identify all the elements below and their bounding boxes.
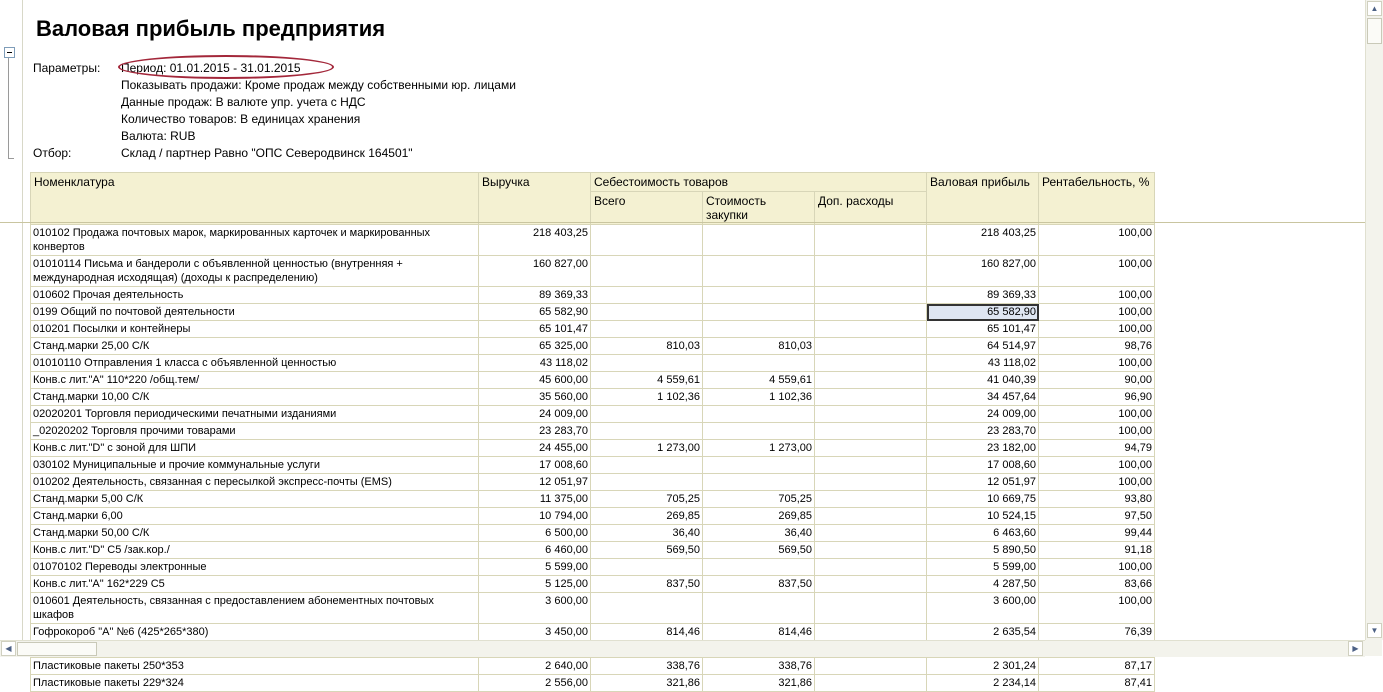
cell-profitability[interactable]: 87,17 bbox=[1039, 658, 1155, 675]
cell-cost-total[interactable] bbox=[591, 321, 703, 338]
table-row[interactable] bbox=[31, 355, 1155, 372]
cell-cost-total[interactable] bbox=[591, 474, 703, 491]
cell-nomenclature[interactable]: Станд.марки 6,00 bbox=[31, 508, 479, 525]
cell-gross-profit[interactable]: 6 463,60 bbox=[927, 525, 1039, 542]
table-row[interactable] bbox=[31, 225, 1155, 256]
cell-profitability[interactable]: 100,00 bbox=[1039, 355, 1155, 372]
cell-gross-profit[interactable]: 89 369,33 bbox=[927, 287, 1039, 304]
cell-cost-purchase[interactable]: 321,86 bbox=[703, 675, 815, 692]
cell-cost-purchase[interactable] bbox=[703, 474, 815, 491]
scrollbar-corner bbox=[1365, 640, 1382, 656]
cell-cost-purchase[interactable] bbox=[703, 256, 815, 287]
table-row[interactable] bbox=[31, 372, 1155, 389]
cell-cost-purchase[interactable] bbox=[703, 406, 815, 423]
table-row[interactable] bbox=[31, 338, 1155, 355]
cell-cost-extra[interactable] bbox=[815, 542, 927, 559]
table-row[interactable] bbox=[31, 675, 1155, 692]
cell-profitability[interactable]: 100,00 bbox=[1039, 593, 1155, 624]
cell-revenue[interactable]: 65 325,00 bbox=[479, 338, 591, 355]
table-row[interactable] bbox=[31, 287, 1155, 304]
cell-cost-total[interactable]: 705,25 bbox=[591, 491, 703, 508]
cell-gross-profit[interactable]: 2 635,54 bbox=[927, 624, 1039, 641]
cell-cost-extra[interactable] bbox=[815, 256, 927, 287]
cell-cost-extra[interactable] bbox=[815, 321, 927, 338]
cell-cost-extra[interactable] bbox=[815, 593, 927, 624]
cell-revenue[interactable]: 45 600,00 bbox=[479, 372, 591, 389]
cell-profitability[interactable]: 100,00 bbox=[1039, 256, 1155, 287]
cell-cost-total[interactable] bbox=[591, 423, 703, 440]
table-row[interactable] bbox=[31, 304, 1155, 321]
cell-cost-purchase[interactable]: 1 273,00 bbox=[703, 440, 815, 457]
cell-cost-total[interactable]: 814,46 bbox=[591, 624, 703, 641]
cell-cost-extra[interactable] bbox=[815, 287, 927, 304]
cell-gross-profit[interactable]: 17 008,60 bbox=[927, 457, 1039, 474]
cell-cost-extra[interactable] bbox=[815, 304, 927, 321]
col-header-cost-extra[interactable]: Доп. расходы bbox=[815, 192, 927, 225]
cell-cost-extra[interactable] bbox=[815, 508, 927, 525]
filter-value: Склад / партнер Равно "ОПС Северодвинск 164501" bbox=[121, 146, 413, 160]
cell-profitability[interactable]: 100,00 bbox=[1039, 423, 1155, 440]
cell-nomenclature[interactable]: Конв.с лит."D" с зоной для ШПИ bbox=[31, 440, 479, 457]
table-row[interactable] bbox=[31, 474, 1155, 491]
cell-revenue[interactable]: 5 125,00 bbox=[479, 576, 591, 593]
cell-profitability[interactable]: 93,80 bbox=[1039, 491, 1155, 508]
cell-cost-total[interactable] bbox=[591, 304, 703, 321]
cell-revenue[interactable]: 17 008,60 bbox=[479, 457, 591, 474]
cell-cost-extra[interactable] bbox=[815, 576, 927, 593]
table-row[interactable] bbox=[31, 440, 1155, 457]
cell-nomenclature[interactable]: 010602 Прочая деятельность bbox=[31, 287, 479, 304]
col-header-profitability[interactable]: Рентабельность, % bbox=[1039, 173, 1155, 225]
cell-gross-profit[interactable]: 160 827,00 bbox=[927, 256, 1039, 287]
cell-cost-purchase[interactable]: 1 102,36 bbox=[703, 389, 815, 406]
table-row[interactable] bbox=[31, 593, 1155, 624]
cell-revenue[interactable]: 24 009,00 bbox=[479, 406, 591, 423]
cell-revenue[interactable]: 6 500,00 bbox=[479, 525, 591, 542]
table-row[interactable] bbox=[31, 508, 1155, 525]
cell-cost-purchase[interactable]: 269,85 bbox=[703, 508, 815, 525]
cell-nomenclature[interactable]: 030102 Муниципальные и прочие коммунальные услуги bbox=[31, 457, 479, 474]
horizontal-scrollbar[interactable] bbox=[0, 640, 1365, 657]
cell-nomenclature[interactable]: Гофрокороб "А" №6 (425*265*380) bbox=[31, 624, 479, 641]
col-header-cost-group[interactable]: Себестоимость товаров bbox=[591, 173, 927, 192]
cell-revenue[interactable]: 43 118,02 bbox=[479, 355, 591, 372]
cell-gross-profit[interactable]: 2 301,24 bbox=[927, 658, 1039, 675]
cell-gross-profit[interactable]: 41 040,39 bbox=[927, 372, 1039, 389]
cell-profitability[interactable]: 100,00 bbox=[1039, 474, 1155, 491]
cell-revenue[interactable]: 2 640,00 bbox=[479, 658, 591, 675]
cell-gross-profit[interactable]: 10 669,75 bbox=[927, 491, 1039, 508]
cell-revenue[interactable]: 12 051,97 bbox=[479, 474, 591, 491]
table-row[interactable] bbox=[31, 321, 1155, 338]
table-row[interactable] bbox=[31, 457, 1155, 474]
cell-nomenclature[interactable]: Конв.с лит."А" 162*229 С5 bbox=[31, 576, 479, 593]
collapse-minus-icon[interactable] bbox=[4, 47, 15, 58]
param-sales-data: Данные продаж: В валюте упр. учета с НДС bbox=[121, 95, 366, 109]
freeze-divider bbox=[0, 222, 1365, 223]
cell-profitability[interactable]: 100,00 bbox=[1039, 406, 1155, 423]
arrow-up-icon[interactable]: ▲ bbox=[1367, 1, 1382, 16]
cell-cost-purchase[interactable] bbox=[703, 321, 815, 338]
cell-nomenclature[interactable]: Станд.марки 5,00 С/К bbox=[31, 491, 479, 508]
cell-gross-profit[interactable]: 65 582,90 bbox=[927, 304, 1039, 321]
cell-revenue[interactable]: 2 556,00 bbox=[479, 675, 591, 692]
cell-profitability[interactable]: 91,18 bbox=[1039, 542, 1155, 559]
cell-cost-purchase[interactable]: 569,50 bbox=[703, 542, 815, 559]
group-bracket bbox=[8, 58, 14, 159]
cell-cost-total[interactable]: 810,03 bbox=[591, 338, 703, 355]
cell-cost-extra[interactable] bbox=[815, 624, 927, 641]
cell-gross-profit[interactable]: 65 101,47 bbox=[927, 321, 1039, 338]
cell-cost-extra[interactable] bbox=[815, 457, 927, 474]
cell-nomenclature[interactable]: 02020201 Торговля периодическими печатными изданиями bbox=[31, 406, 479, 423]
cell-nomenclature[interactable]: 01070102 Переводы электронные bbox=[31, 559, 479, 576]
cell-cost-total[interactable]: 338,76 bbox=[591, 658, 703, 675]
cell-cost-extra[interactable] bbox=[815, 525, 927, 542]
cell-cost-total[interactable] bbox=[591, 406, 703, 423]
cell-gross-profit[interactable]: 5 599,00 bbox=[927, 559, 1039, 576]
cell-revenue[interactable]: 65 582,90 bbox=[479, 304, 591, 321]
table-row[interactable] bbox=[31, 491, 1155, 508]
cell-cost-purchase[interactable] bbox=[703, 355, 815, 372]
table-row[interactable] bbox=[31, 658, 1155, 675]
cell-revenue[interactable]: 3 600,00 bbox=[479, 593, 591, 624]
param-period: Период: 01.01.2015 - 31.01.2015 bbox=[121, 61, 301, 75]
cell-cost-purchase[interactable] bbox=[703, 225, 815, 256]
cell-profitability[interactable]: 76,39 bbox=[1039, 624, 1155, 641]
cell-nomenclature[interactable]: _02020202 Торговля прочими товарами bbox=[31, 423, 479, 440]
cell-cost-total[interactable]: 321,86 bbox=[591, 675, 703, 692]
cell-nomenclature[interactable]: Станд.марки 25,00 С/К bbox=[31, 338, 479, 355]
report-title: Валовая прибыль предприятия bbox=[36, 16, 386, 41]
cell-nomenclature[interactable]: Станд.марки 10,00 С/К bbox=[31, 389, 479, 406]
cell-gross-profit[interactable]: 10 524,15 bbox=[927, 508, 1039, 525]
table-row[interactable] bbox=[31, 542, 1155, 559]
cell-profitability[interactable]: 100,00 bbox=[1039, 559, 1155, 576]
cell-gross-profit[interactable]: 4 287,50 bbox=[927, 576, 1039, 593]
arrow-right-icon[interactable]: ▶ bbox=[1348, 641, 1363, 656]
cell-revenue[interactable]: 5 599,00 bbox=[479, 559, 591, 576]
col-header-revenue[interactable]: Выручка bbox=[479, 173, 591, 225]
cell-gross-profit[interactable]: 64 514,97 bbox=[927, 338, 1039, 355]
cell-nomenclature[interactable]: 01010110 Отправления 1 класса с объявленной ценностью bbox=[31, 355, 479, 372]
cell-revenue[interactable]: 65 101,47 bbox=[479, 321, 591, 338]
cell-nomenclature[interactable]: 0199 Общий по почтовой деятельности bbox=[31, 304, 479, 321]
cell-cost-extra[interactable] bbox=[815, 474, 927, 491]
cell-cost-total[interactable]: 1 102,36 bbox=[591, 389, 703, 406]
cell-gross-profit[interactable]: 3 600,00 bbox=[927, 593, 1039, 624]
cell-gross-profit[interactable]: 2 234,14 bbox=[927, 675, 1039, 692]
table-row[interactable] bbox=[31, 576, 1155, 593]
cell-cost-purchase[interactable] bbox=[703, 593, 815, 624]
vertical-scrollbar[interactable] bbox=[1365, 0, 1383, 640]
highlight-oval bbox=[118, 55, 334, 79]
cell-gross-profit[interactable]: 23 283,70 bbox=[927, 423, 1039, 440]
cell-cost-purchase[interactable] bbox=[703, 287, 815, 304]
cell-cost-purchase[interactable]: 4 559,61 bbox=[703, 372, 815, 389]
arrow-down-icon[interactable]: ▼ bbox=[1367, 623, 1382, 638]
cell-revenue[interactable]: 24 455,00 bbox=[479, 440, 591, 457]
cell-cost-purchase[interactable] bbox=[703, 559, 815, 576]
cell-profitability[interactable]: 99,44 bbox=[1039, 525, 1155, 542]
cell-gross-profit[interactable]: 218 403,25 bbox=[927, 225, 1039, 256]
cell-cost-extra[interactable] bbox=[815, 372, 927, 389]
table-row[interactable] bbox=[31, 256, 1155, 287]
cell-revenue[interactable]: 10 794,00 bbox=[479, 508, 591, 525]
cell-cost-purchase[interactable]: 814,46 bbox=[703, 624, 815, 641]
cell-cost-purchase[interactable]: 36,40 bbox=[703, 525, 815, 542]
cell-cost-total[interactable]: 837,50 bbox=[591, 576, 703, 593]
params-label: Параметры: bbox=[33, 61, 101, 75]
col-header-gross-profit[interactable]: Валовая прибыль bbox=[927, 173, 1039, 225]
cell-revenue[interactable]: 6 460,00 bbox=[479, 542, 591, 559]
cell-cost-total[interactable]: 36,40 bbox=[591, 525, 703, 542]
cell-cost-extra[interactable] bbox=[815, 389, 927, 406]
cell-profitability[interactable]: 100,00 bbox=[1039, 321, 1155, 338]
cell-cost-extra[interactable] bbox=[815, 225, 927, 256]
cell-nomenclature[interactable]: Пластиковые пакеты 229*324 bbox=[31, 675, 479, 692]
table-row[interactable] bbox=[31, 423, 1155, 440]
cell-nomenclature[interactable]: 010202 Деятельность, связанная с пересылкой экспресс-почты (EMS) bbox=[31, 474, 479, 491]
cell-nomenclature[interactable]: Пластиковые пакеты 250*353 bbox=[31, 658, 479, 675]
cell-cost-total[interactable] bbox=[591, 287, 703, 304]
cell-profitability[interactable]: 96,90 bbox=[1039, 389, 1155, 406]
cell-nomenclature[interactable]: Конв.с лит."D" С5 /зак.кор./ bbox=[31, 542, 479, 559]
cell-cost-extra[interactable] bbox=[815, 423, 927, 440]
cell-revenue[interactable]: 35 560,00 bbox=[479, 389, 591, 406]
cell-cost-purchase[interactable]: 810,03 bbox=[703, 338, 815, 355]
cell-cost-total[interactable] bbox=[591, 256, 703, 287]
filter-label: Отбор: bbox=[33, 146, 72, 160]
cell-gross-profit[interactable]: 5 890,50 bbox=[927, 542, 1039, 559]
cell-cost-extra[interactable] bbox=[815, 338, 927, 355]
arrow-left-icon[interactable]: ◀ bbox=[1, 641, 16, 656]
cell-profitability[interactable]: 100,00 bbox=[1039, 457, 1155, 474]
cell-cost-extra[interactable] bbox=[815, 440, 927, 457]
cell-revenue[interactable]: 218 403,25 bbox=[479, 225, 591, 256]
table-row[interactable] bbox=[31, 624, 1155, 641]
cell-profitability[interactable]: 98,76 bbox=[1039, 338, 1155, 355]
cell-gross-profit[interactable]: 12 051,97 bbox=[927, 474, 1039, 491]
col-header-cost-total[interactable]: Всего bbox=[591, 192, 703, 225]
table-row[interactable] bbox=[31, 406, 1155, 423]
cell-cost-total[interactable]: 1 273,00 bbox=[591, 440, 703, 457]
table-row[interactable] bbox=[31, 559, 1155, 576]
horizontal-scroll-thumb[interactable] bbox=[17, 642, 97, 656]
cell-cost-total[interactable]: 569,50 bbox=[591, 542, 703, 559]
gross-profit-table bbox=[30, 172, 1155, 692]
cell-profitability[interactable]: 100,00 bbox=[1039, 304, 1155, 321]
cell-gross-profit[interactable]: 24 009,00 bbox=[927, 406, 1039, 423]
cell-profitability[interactable]: 83,66 bbox=[1039, 576, 1155, 593]
cell-cost-extra[interactable] bbox=[815, 406, 927, 423]
table-row[interactable] bbox=[31, 525, 1155, 542]
cell-profitability[interactable]: 97,50 bbox=[1039, 508, 1155, 525]
param-quantity: Количество товаров: В единицах хранения bbox=[121, 112, 361, 126]
cell-cost-extra[interactable] bbox=[815, 675, 927, 692]
cell-cost-purchase[interactable] bbox=[703, 457, 815, 474]
cell-cost-total[interactable] bbox=[591, 355, 703, 372]
cell-cost-extra[interactable] bbox=[815, 355, 927, 372]
cell-revenue[interactable]: 89 369,33 bbox=[479, 287, 591, 304]
cell-nomenclature[interactable]: 010102 Продажа почтовых марок, маркированных карточек и маркированных конвертов bbox=[31, 225, 479, 256]
grouping-gutter bbox=[0, 0, 23, 640]
cell-profitability[interactable]: 94,79 bbox=[1039, 440, 1155, 457]
param-currency: Валюта: RUB bbox=[121, 129, 196, 143]
cell-nomenclature[interactable]: 010601 Деятельность, связанная с предоставлением абонементных почтовых шкафов bbox=[31, 593, 479, 624]
cell-cost-total[interactable] bbox=[591, 457, 703, 474]
cell-profitability[interactable]: 100,00 bbox=[1039, 287, 1155, 304]
cell-nomenclature[interactable]: 010201 Посылки и контейнеры bbox=[31, 321, 479, 338]
cell-profitability[interactable]: 100,00 bbox=[1039, 225, 1155, 256]
cell-revenue[interactable]: 160 827,00 bbox=[479, 256, 591, 287]
cell-revenue[interactable]: 3 450,00 bbox=[479, 624, 591, 641]
cell-cost-purchase[interactable]: 837,50 bbox=[703, 576, 815, 593]
cell-cost-purchase[interactable]: 705,25 bbox=[703, 491, 815, 508]
cell-gross-profit[interactable]: 43 118,02 bbox=[927, 355, 1039, 372]
cell-cost-total[interactable] bbox=[591, 593, 703, 624]
cell-gross-profit[interactable]: 34 457,64 bbox=[927, 389, 1039, 406]
cell-cost-purchase[interactable] bbox=[703, 304, 815, 321]
col-header-cost-purchase[interactable]: Стоимость закупки bbox=[703, 192, 815, 225]
col-header-nomenclature[interactable]: Номенклатура bbox=[31, 173, 479, 225]
cell-nomenclature[interactable]: Станд.марки 50,00 С/К bbox=[31, 525, 479, 542]
table-row[interactable] bbox=[31, 389, 1155, 406]
cell-cost-total[interactable] bbox=[591, 225, 703, 256]
cell-cost-purchase[interactable]: 338,76 bbox=[703, 658, 815, 675]
cell-revenue[interactable]: 11 375,00 bbox=[479, 491, 591, 508]
cell-profitability[interactable]: 87,41 bbox=[1039, 675, 1155, 692]
cell-cost-extra[interactable] bbox=[815, 559, 927, 576]
cell-nomenclature[interactable]: Конв.с лит."А" 110*220 /общ.тем/ bbox=[31, 372, 479, 389]
cell-cost-purchase[interactable] bbox=[703, 423, 815, 440]
cell-cost-total[interactable]: 4 559,61 bbox=[591, 372, 703, 389]
cell-cost-extra[interactable] bbox=[815, 658, 927, 675]
cell-gross-profit[interactable]: 23 182,00 bbox=[927, 440, 1039, 457]
cell-revenue[interactable]: 23 283,70 bbox=[479, 423, 591, 440]
cell-cost-total[interactable]: 269,85 bbox=[591, 508, 703, 525]
cell-cost-extra[interactable] bbox=[815, 491, 927, 508]
cell-cost-total[interactable] bbox=[591, 559, 703, 576]
param-sales-mode: Показывать продажи: Кроме продаж между собственными юр. лицами bbox=[121, 78, 516, 92]
cell-profitability[interactable]: 90,00 bbox=[1039, 372, 1155, 389]
vertical-scroll-thumb[interactable] bbox=[1367, 18, 1382, 44]
cell-nomenclature[interactable]: 01010114 Письма и бандероли с объявленной ценностью (внутренняя + международная исходящая) (доходы к распределению) bbox=[31, 256, 479, 287]
